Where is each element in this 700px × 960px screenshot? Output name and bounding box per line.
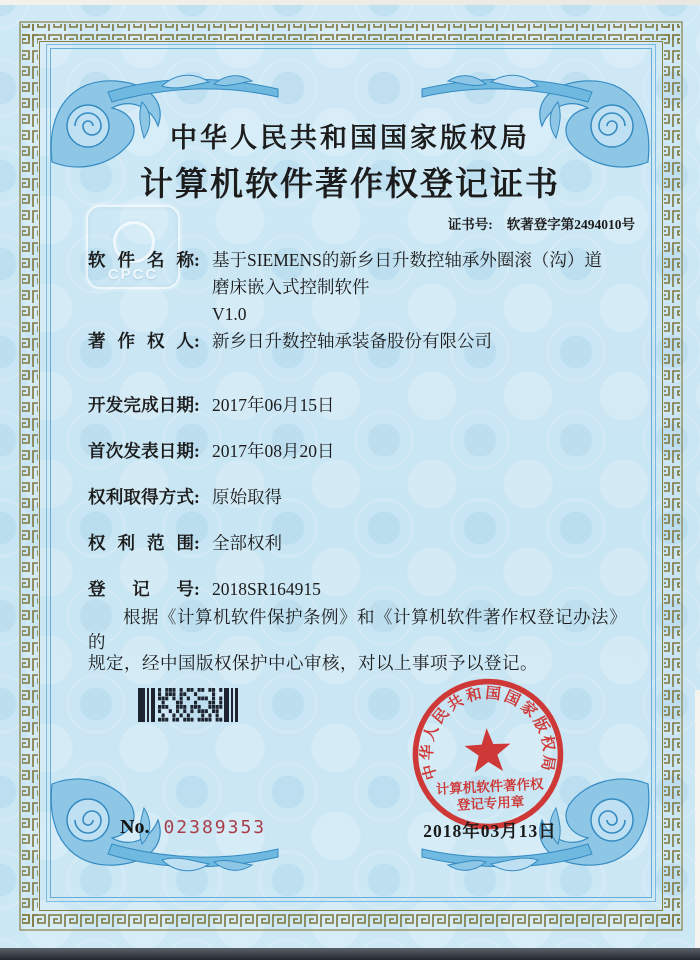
- serial-number: 02389353: [163, 817, 267, 838]
- certificate-number-value: 软著登字第2494010号: [506, 217, 635, 232]
- software-name-line2: 磨床嵌入式控制软件: [212, 277, 370, 297]
- certificate-title: 计算机软件著作权登记证书: [140, 167, 560, 203]
- statement-line1: 根据《计算机软件保护条例》和《计算机软件著作权登记办法》的: [88, 607, 627, 652]
- field-value: [212, 247, 648, 328]
- scan-edge-top: [0, 0, 700, 5]
- certificate-number-line: [0, 213, 635, 233]
- field-label: 软件名称:: [88, 250, 200, 270]
- field-label: 权利范围:: [88, 533, 200, 553]
- official-red-seal: [405, 672, 571, 838]
- seal-text-line1: 计算机软件著作权: [435, 776, 544, 798]
- seal-date: 2018年03月13日: [423, 821, 557, 841]
- field-value: 原始取得: [212, 487, 282, 507]
- field-value: 全部权利: [212, 533, 282, 553]
- serial-number-line: [120, 816, 266, 839]
- field-label: 登记号:: [88, 579, 200, 599]
- software-name-line1: 基于SIEMENS的新乡日升数控轴承外圈滚（沟）道: [212, 250, 602, 270]
- statement-line2: 规定，经中国版权保护中心审核，对以上事项予以登记。: [88, 653, 538, 673]
- serial-prefix: No.: [120, 816, 150, 838]
- field-label: 首次发表日期:: [88, 441, 200, 461]
- field-value: 新乡日升数控轴承装备股份有限公司: [212, 331, 492, 351]
- barcode: [138, 688, 238, 722]
- certificate-number-label: 证书号:: [447, 217, 493, 232]
- field-label: 开发完成日期:: [88, 395, 200, 415]
- field-value: 2017年08月20日: [212, 441, 335, 461]
- seal-star-icon: [464, 727, 512, 773]
- field-value: 2017年06月15日: [212, 395, 335, 415]
- scan-edge-right: [695, 690, 700, 948]
- field-label: 权利取得方式:: [88, 487, 200, 507]
- issuer-title: 中华人民共和国国家版权局: [170, 123, 530, 153]
- cpcc-emboss-text: CPCC: [107, 266, 159, 283]
- field-value: 2018SR164915: [212, 579, 321, 599]
- scan-edge-bottom: [0, 948, 700, 960]
- seal-ring-text: 中华人民共和国国家版权局: [418, 684, 558, 782]
- seal-text-line2: 登记专用章: [456, 794, 525, 813]
- field-label: 著作权人:: [88, 331, 200, 351]
- software-version: V1.0: [212, 304, 247, 324]
